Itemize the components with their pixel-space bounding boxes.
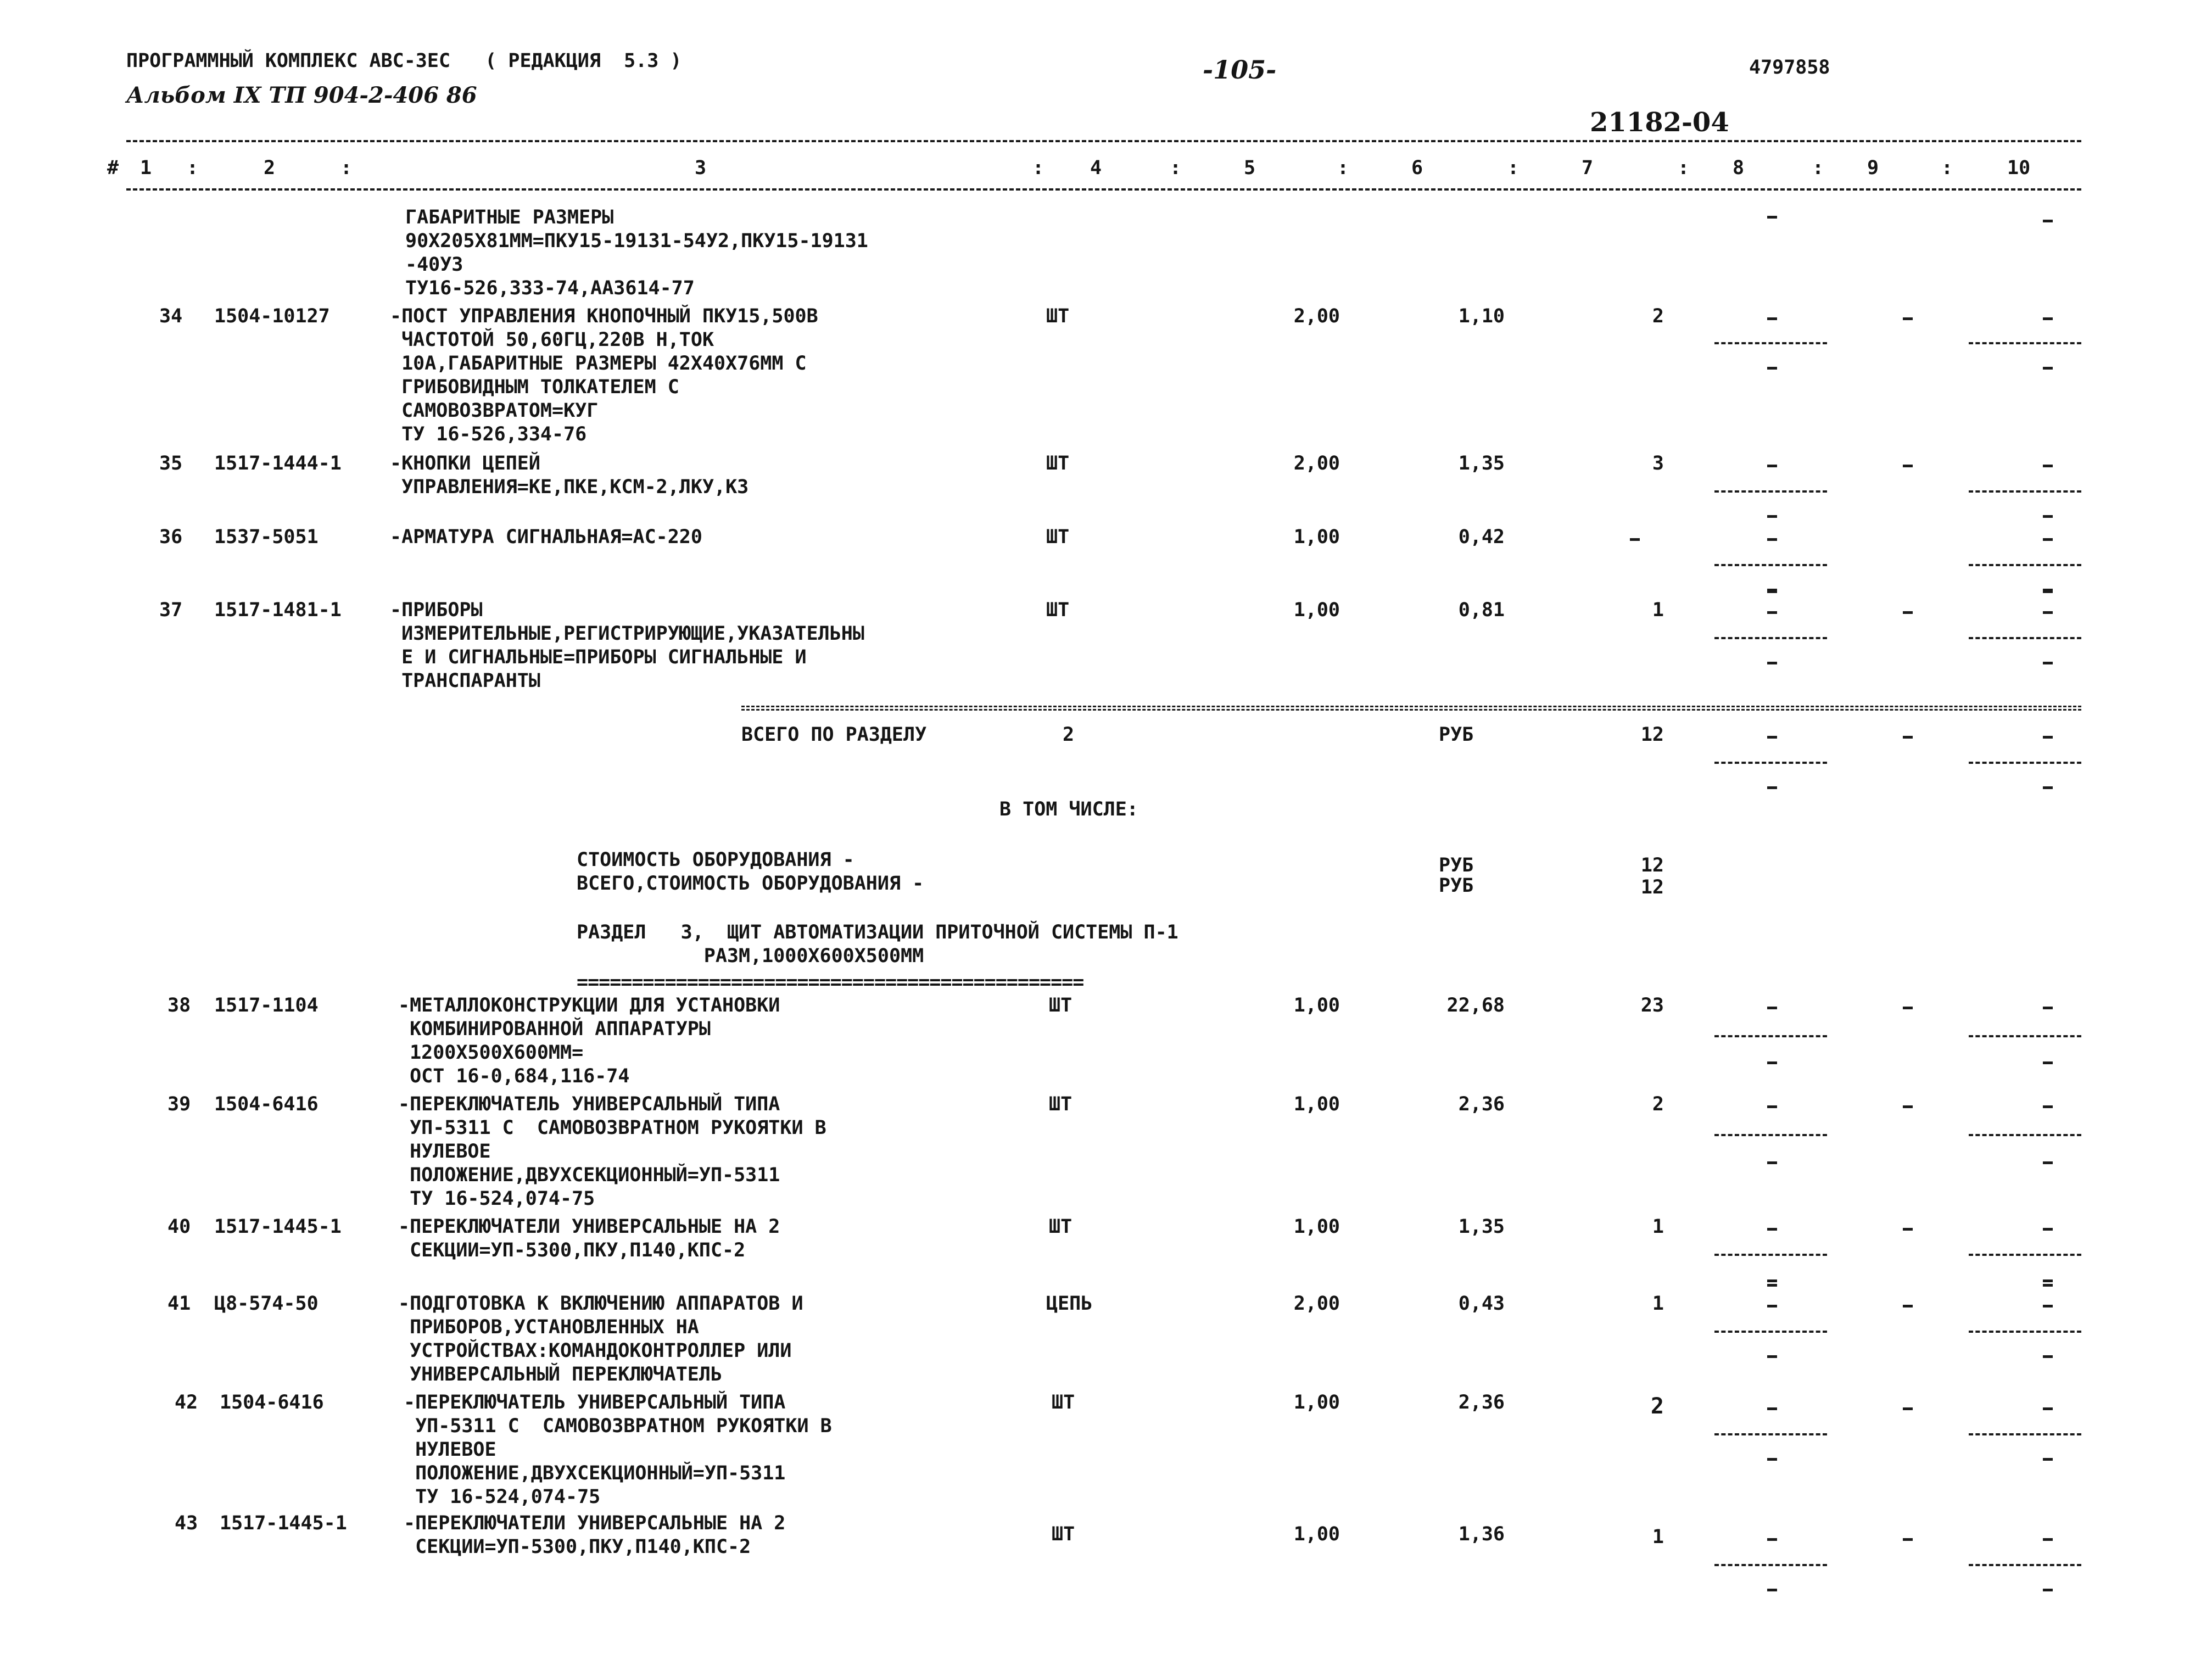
subtotal-line <box>1969 1035 2081 1037</box>
dash-mark <box>1767 465 1777 467</box>
program-title: ПРОГРАММНЫЙ КОМПЛЕКС АВС-3ЕС ( РЕДАКЦИЯ 5.3 ) <box>126 50 682 72</box>
dash-mark <box>2043 1284 2053 1287</box>
header-rule-bottom <box>126 188 2081 191</box>
including-label: В ТОМ ЧИСЛЕ: <box>999 798 1138 820</box>
dash-mark <box>1767 216 1777 219</box>
row-unit: ШТ <box>1046 526 1070 548</box>
dash-mark <box>1630 538 1640 541</box>
dash-mark <box>1903 611 1913 614</box>
col-6: 6 <box>1411 157 1423 179</box>
dash-mark <box>1767 611 1777 614</box>
row-description: -КНОПКИ ЦЕПЕЙ УПРАВЛЕНИЯ=КЕ,ПКЕ,КСМ-2,ЛКУ,КЗ <box>390 452 749 498</box>
row-total: 2 <box>1650 1394 1664 1419</box>
subtotal-line <box>1969 637 2081 639</box>
dash-mark <box>2043 1355 2053 1358</box>
col-sep: : <box>340 157 353 179</box>
dash-mark <box>2043 1589 2053 1591</box>
dash-mark <box>1767 1228 1777 1231</box>
row-unit: ШТ <box>1052 1392 1075 1413</box>
col-8: 8 <box>1733 157 1745 179</box>
row-code: 1504-6416 <box>220 1392 324 1413</box>
col-5: 5 <box>1244 157 1256 179</box>
row-total: 1 <box>1652 1216 1664 1238</box>
doc-number: 4797858 <box>1749 57 1830 79</box>
subtotal-line <box>1714 342 1827 344</box>
row-price: 2,36 <box>1458 1093 1505 1115</box>
dash-mark <box>1903 317 1913 320</box>
row-description: -ПЕРЕКЛЮЧАТЕЛЬ УНИВЕРСАЛЬНЫЙ ТИПА УП-5311 С САМОВОЗВРАТНОМ РУКОЯТКИ В НУЛЕВОЕ ПОЛОЖЕНИЕ,ДВУХСЕКЦИОННЫЙ=УП-5311 ТУ 16-524,074-75 <box>404 1392 832 1508</box>
row-unit: ШТ <box>1046 452 1070 474</box>
row-unit: ЦЕПЬ <box>1046 1293 1093 1315</box>
subtotal-line <box>1969 1564 2081 1566</box>
row-code: 1517-1445-1 <box>220 1512 347 1534</box>
row-qty: 2,00 <box>1293 1293 1340 1315</box>
equipment-cost-unit: РУБ <box>1439 854 1474 876</box>
total-equipment-cost-label: ВСЕГО,СТОИМОСТЬ ОБОРУДОВАНИЯ - <box>577 873 924 895</box>
row-number: 34 <box>159 305 183 327</box>
page-number: -105- <box>1203 55 1277 85</box>
subtotal-line <box>1714 1254 1827 1256</box>
dash-mark <box>1767 662 1777 664</box>
row-unit: ШТ <box>1049 1093 1073 1115</box>
dash-mark <box>1767 1305 1777 1307</box>
dash-mark <box>1767 1458 1777 1461</box>
col-2: 2 <box>264 157 276 179</box>
row-price: 1,35 <box>1458 1216 1505 1238</box>
row-price: 1,35 <box>1458 452 1505 474</box>
subtotal-line <box>1714 490 1827 493</box>
row-number: 41 <box>167 1293 191 1315</box>
dash-mark <box>2043 662 2053 664</box>
dash-mark <box>2043 736 2053 739</box>
album-label: Альбом IX ТП 904-2-406 86 <box>126 82 477 108</box>
row-total: 1 <box>1652 1293 1664 1315</box>
row-total: 1 <box>1652 1526 1664 1548</box>
dash-mark <box>2043 590 2053 593</box>
row-qty: 2,00 <box>1293 305 1340 327</box>
row-code: 1504-6416 <box>214 1093 319 1115</box>
row-description: -ПРИБОРЫ ИЗМЕРИТЕЛЬНЫЕ,РЕГИСТРИРУЮЩИЕ,УКАЗАТЕЛЬНЫ Е И СИГНАЛЬНЫЕ=ПРИБОРЫ СИГНАЛЬНЫЕ И ТРАНСПАРАНТЫ <box>390 599 864 692</box>
row-total: 23 <box>1640 994 1664 1016</box>
row-price: 2,36 <box>1458 1392 1505 1413</box>
dash-mark <box>2043 220 2053 222</box>
dash-mark <box>1767 1161 1777 1164</box>
row-qty: 1,00 <box>1293 526 1340 548</box>
row-qty: 1,00 <box>1293 1093 1340 1115</box>
dash-mark <box>1767 367 1777 370</box>
dash-mark <box>1767 590 1777 593</box>
row-qty: 1,00 <box>1293 1523 1340 1545</box>
dash-mark <box>2043 1007 2053 1009</box>
row-unit: ШТ <box>1049 1216 1073 1238</box>
row-code: 1517-1444-1 <box>214 452 342 474</box>
dash-mark <box>1767 1061 1777 1064</box>
dash-mark <box>1767 1355 1777 1358</box>
dash-mark <box>1903 465 1913 467</box>
row-price: 22,68 <box>1446 994 1505 1016</box>
row-qty: 1,00 <box>1293 1216 1340 1238</box>
col-sep: : <box>1941 157 1953 179</box>
row-number: 36 <box>159 526 183 548</box>
dash-mark <box>1767 515 1777 518</box>
dash-mark <box>2043 1161 2053 1164</box>
row-number: 38 <box>167 994 191 1016</box>
dash-mark <box>1767 317 1777 320</box>
dash-mark <box>1903 1538 1913 1541</box>
col-1: 1 <box>140 157 152 179</box>
dash-mark <box>1903 1305 1913 1307</box>
row-price: 1,10 <box>1458 305 1505 327</box>
dash-mark <box>1903 1007 1913 1009</box>
row-unit: ШТ <box>1052 1523 1075 1545</box>
col-marker: # <box>107 157 119 179</box>
row-price: 0,81 <box>1458 599 1505 621</box>
dash-mark <box>2043 1279 2053 1282</box>
col-sep: : <box>1678 157 1690 179</box>
dash-mark <box>2043 1538 2053 1541</box>
section-total-label: ВСЕГО ПО РАЗДЕЛУ <box>741 724 927 746</box>
dash-mark <box>1767 538 1777 541</box>
subtotal-line <box>1714 1331 1827 1333</box>
row-description: -ПЕРЕКЛЮЧАТЕЛИ УНИВЕРСАЛЬНЫЕ НА 2 СЕКЦИИ=УП-5300,ПКУ,П140,КПС-2 <box>398 1216 780 1261</box>
col-4: 4 <box>1090 157 1102 179</box>
col-sep: : <box>1032 157 1044 179</box>
subtotal-line <box>1969 1331 2081 1333</box>
header-rule-top <box>126 140 2081 142</box>
dash-mark <box>2043 1228 2053 1231</box>
row-code: 1504-10127 <box>214 305 330 327</box>
dash-mark <box>2043 515 2053 518</box>
dash-mark <box>2043 1105 2053 1108</box>
row-qty: 1,00 <box>1293 1392 1340 1413</box>
dash-mark <box>1767 1279 1777 1282</box>
row-number: 35 <box>159 452 183 474</box>
subtotal-line <box>1969 342 2081 344</box>
subtotal-line <box>1969 490 2081 493</box>
row-price: 0,42 <box>1458 526 1505 548</box>
row-unit: ШТ <box>1046 599 1070 621</box>
dash-mark <box>1767 1007 1777 1009</box>
row-total: 2 <box>1652 305 1664 327</box>
dash-mark <box>1903 1228 1913 1231</box>
row-number: 42 <box>175 1392 198 1413</box>
section-total-rule <box>741 706 2081 711</box>
row-description: -ПОСТ УПРАВЛЕНИЯ КНОПОЧНЫЙ ПКУ15,500В ЧАСТОТОЙ 50,60ГЦ,220В Н,ТОК 10А,ГАБАРИТНЫЕ РАЗМЕРЫ 42Х40Х76ММ С ГРИБОВИДНЫМ ТОЛКАТЕЛЕМ С САМОВОЗВРАТОМ=КУГ ТУ 16-526,334-76 <box>390 305 818 445</box>
row-number: 43 <box>175 1512 198 1534</box>
row-total: 1 <box>1652 599 1664 621</box>
section-heading-underline: ============================================== <box>577 971 1084 993</box>
dash-mark <box>2043 786 2053 789</box>
subtotal-line <box>1969 762 2081 764</box>
col-sep: : <box>1507 157 1520 179</box>
subtotal-line <box>1714 1564 1827 1566</box>
dash-mark <box>2043 538 2053 541</box>
subtotal-line <box>1714 1134 1827 1136</box>
section-total-unit: РУБ <box>1439 724 1474 746</box>
row-description: -ПОДГОТОВКА К ВКЛЮЧЕНИЮ АППАРАТОВ И ПРИБОРОВ,УСТАНОВЛЕННЫХ НА УСТРОЙСТВАХ:КОМАНДОКОНТРОЛЛЕР ИЛИ УНИВЕРСАЛЬНЫЙ ПЕРЕКЛЮЧАТЕЛЬ <box>398 1293 803 1385</box>
row-unit: ШТ <box>1046 305 1070 327</box>
dash-mark <box>1767 1589 1777 1591</box>
dash-mark <box>2043 1061 2053 1064</box>
equipment-cost-value: 12 <box>1640 854 1664 876</box>
row-code: 1537-5051 <box>214 526 319 548</box>
dash-mark <box>1903 1407 1913 1410</box>
col-7: 7 <box>1582 157 1594 179</box>
subtotal-line <box>1714 1433 1827 1435</box>
row-number: 39 <box>167 1093 191 1115</box>
total-equipment-cost-unit: РУБ <box>1439 875 1474 897</box>
row-number: 37 <box>159 599 183 621</box>
dash-mark <box>2043 367 2053 370</box>
col-9: 9 <box>1867 157 1879 179</box>
col-3: 3 <box>695 157 707 179</box>
dash-mark <box>2043 465 2053 467</box>
row-code: Ц8-574-50 <box>214 1293 319 1315</box>
col-sep: : <box>1170 157 1182 179</box>
subtotal-line <box>1969 1134 2081 1136</box>
subtotal-line <box>1714 637 1827 639</box>
row-price: 1,36 <box>1458 1523 1505 1545</box>
section-heading: РАЗДЕЛ 3, ЩИТ АВТОМАТИЗАЦИИ ПРИТОЧНОЙ СИСТЕМЫ П-1 РАЗМ,1000Х600Х500ММ <box>577 921 1178 967</box>
col-sep: : <box>1812 157 1824 179</box>
row-code: 1517-1104 <box>214 994 319 1016</box>
dash-mark <box>1767 1538 1777 1541</box>
dash-mark <box>1767 1407 1777 1410</box>
row-qty: 1,00 <box>1293 994 1340 1016</box>
subtotal-line <box>1714 1035 1827 1037</box>
dash-mark <box>1767 1284 1777 1287</box>
subtotal-line <box>1969 564 2081 566</box>
subtotal-line <box>1969 1433 2081 1435</box>
continuation-text: ГАБАРИТНЫЕ РАЗМЕРЫ 90Х205Х81ММ=ПКУ15-19131-54У2,ПКУ15-19131 -40У3 ТУ16-526,333-74,АА3614-77 <box>405 206 868 299</box>
dash-mark <box>2043 1305 2053 1307</box>
col-sep: : <box>1337 157 1349 179</box>
col-10: 10 <box>2007 157 2031 179</box>
dash-mark <box>1767 1105 1777 1108</box>
equipment-cost-label: СТОИМОСТЬ ОБОРУДОВАНИЯ - <box>577 849 854 871</box>
dash-mark <box>1903 1105 1913 1108</box>
dash-mark <box>2043 1407 2053 1410</box>
total-equipment-cost-value: 12 <box>1640 876 1664 898</box>
row-description: -АРМАТУРА СИГНАЛЬНАЯ=АС-220 <box>390 526 702 548</box>
row-qty: 2,00 <box>1293 452 1340 474</box>
row-number: 40 <box>167 1216 191 1238</box>
dash-mark <box>2043 611 2053 614</box>
subtotal-line <box>1714 762 1827 764</box>
subtotal-line <box>1969 1254 2081 1256</box>
dash-mark <box>1767 786 1777 789</box>
dash-mark <box>1767 736 1777 739</box>
dash-mark <box>1903 736 1913 739</box>
row-total: 2 <box>1652 1093 1664 1115</box>
row-unit: ШТ <box>1049 994 1073 1016</box>
col-sep: : <box>187 157 199 179</box>
row-description: -ПЕРЕКЛЮЧАТЕЛЬ УНИВЕРСАЛЬНЫЙ ТИПА УП-5311 С САМОВОЗВРАТНОМ РУКОЯТКИ В НУЛЕВОЕ ПОЛОЖЕНИЕ,ДВУХСЕКЦИОННЫЙ=УП-5311 ТУ 16-524,074-75 <box>398 1093 826 1210</box>
dash-mark <box>2043 317 2053 320</box>
subtotal-line <box>1714 564 1827 566</box>
row-code: 1517-1481-1 <box>214 599 342 621</box>
row-description: -ПЕРЕКЛЮЧАТЕЛИ УНИВЕРСАЛЬНЫЕ НА 2 СЕКЦИИ=УП-5300,ПКУ,П140,КПС-2 <box>404 1512 786 1558</box>
row-description: -МЕТАЛЛОКОНСТРУКЦИИ ДЛЯ УСТАНОВКИ КОМБИНИРОВАННОЙ АППАРАТУРЫ 1200Х500Х600ММ= ОСТ 16-0,684,116-74 <box>398 994 780 1087</box>
section-total-number: 2 <box>1063 724 1075 746</box>
section-total-value: 12 <box>1640 724 1664 746</box>
row-code: 1517-1445-1 <box>214 1216 342 1238</box>
row-qty: 1,00 <box>1293 599 1340 621</box>
doc-code: 21182-04 <box>1590 107 1729 138</box>
row-price: 0,43 <box>1458 1293 1505 1315</box>
dash-mark <box>2043 1458 2053 1461</box>
row-total: 3 <box>1652 452 1664 474</box>
